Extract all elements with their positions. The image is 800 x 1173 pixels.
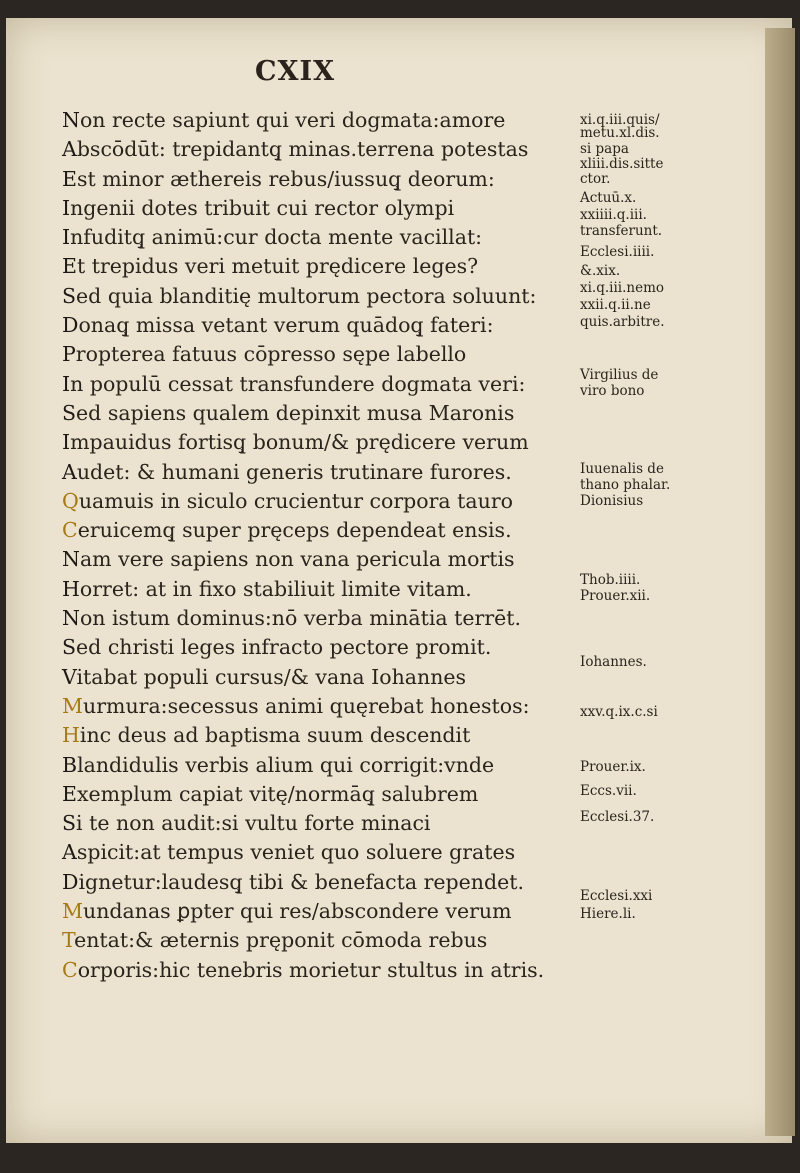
verse-initial: S [62, 400, 77, 425]
verse-text: eruicemq̧ super pręceps dependeat ensis. [77, 518, 512, 543]
verse-line [62, 370, 582, 399]
verse-line [62, 399, 582, 428]
marginal-note: Thob.iiii. [580, 571, 641, 588]
marginal-note: Iuuenalis de [580, 460, 664, 477]
verse-text: spicit:at tempus veniet quo soluere grates [76, 840, 516, 865]
verse-line [62, 428, 582, 457]
folio-number: CXIX [255, 56, 336, 87]
verse-line [62, 692, 582, 721]
verse-initial: I [62, 195, 71, 220]
verse-initial: H [62, 723, 80, 748]
verse-initial: A [62, 840, 77, 865]
verse-initial: E [62, 254, 77, 279]
verse-line [62, 809, 582, 838]
verse-text: undanas ꝑpter qui res/abscondere verum [83, 899, 512, 924]
verse-line [62, 252, 582, 281]
verse-initial: C [62, 518, 78, 543]
marginal-note: Prouer.xii. [580, 588, 651, 605]
verse-initial: I [62, 371, 71, 396]
verse-text: nfuditq̧ animū:cur docta mente vacillat: [70, 225, 483, 250]
marginal-note: viro bono [580, 382, 645, 399]
verse-text: am vere sapiens non vana pericula mortis [79, 547, 515, 572]
marginal-note: xliii.dis.sitte [580, 155, 664, 172]
verse-text: udet: & humani generis trutinare furores. [76, 459, 512, 484]
verse-line [62, 926, 582, 955]
verse-initial: V [62, 664, 77, 689]
verse-initial: A [62, 459, 77, 484]
marginal-note: ctor. [580, 170, 611, 187]
verse-text: itabat populi cursus/& vana Iohannes [76, 664, 467, 689]
verse-line [62, 135, 582, 164]
verse-line [62, 956, 582, 985]
marginal-note: Actuū.x. [580, 189, 637, 206]
verse-initial: Q [62, 488, 79, 513]
verse-text: ignetur:laudesq̧ tibi & benefacta rependet. [78, 869, 525, 894]
verse-text: onaq̧ missa vetant verum quādoq̧ fateri: [78, 313, 494, 338]
verse-text: i te non audit:si vultu forte minaci [76, 811, 431, 836]
verse-initial: I [62, 430, 71, 455]
verse-initial: S [62, 635, 77, 660]
verse-text: mpauidus fortisq̧ bonum/& prędicere verum [70, 430, 529, 455]
verse-block [62, 106, 582, 985]
verse-initial: D [62, 313, 79, 338]
verse-text: landidulis verbis alium qui corrigit:vnde [77, 752, 495, 777]
marginal-note: quis.arbitre. [580, 314, 665, 331]
marginal-note: xi.q.iii.quis/ [580, 111, 660, 128]
verse-text: entat:& æternis pręponit cōmoda rebus [74, 928, 488, 953]
verse-text: t trepidus veri metuit prędicere leges? [76, 254, 479, 279]
verse-initial: M [62, 693, 83, 718]
marginal-note: xxii.q.ii.ne [580, 296, 651, 313]
marginal-note: transferunt. [580, 223, 663, 240]
verse-text: orret: at in fixo stabiliuit limite vitam. [79, 576, 472, 601]
verse-initial: M [62, 899, 83, 924]
verse-line [62, 751, 582, 780]
verse-initial: P [62, 342, 76, 367]
verse-initial: C [62, 957, 78, 982]
verse-initial: D [62, 869, 79, 894]
verse-initial: H [62, 576, 80, 601]
verse-text: on recte sapiunt qui veri dogmata:amore [79, 108, 506, 132]
verse-line [62, 868, 582, 897]
marginal-note: &.xix. [580, 262, 621, 279]
verse-text: ropterea fatuus cōpresso sępe labello [75, 342, 467, 367]
verse-initial: A [62, 137, 77, 162]
verse-line [62, 575, 582, 604]
verse-line [62, 604, 582, 633]
verse-line [62, 340, 582, 369]
verse-text: xemplum capiat vitę/normāq̧ salubrem [76, 781, 479, 806]
marginal-note: xxv.q.ix.c.si [580, 703, 658, 720]
verse-text: ngenii dotes tribuit cui rector olympi [70, 195, 455, 220]
verse-line [62, 838, 582, 867]
verse-text: orporis:hic tenebris morietur stultus in atris. [77, 957, 545, 982]
verse-line [62, 165, 582, 194]
page-edge [765, 28, 795, 1136]
verse-initial: N [62, 108, 80, 132]
verse-initial: N [62, 547, 80, 572]
marginal-note: xxiiii.q.iii. [580, 207, 647, 224]
verse-initial: S [62, 811, 77, 836]
verse-line [62, 194, 582, 223]
marginal-note: Hiere.li. [580, 905, 636, 922]
verse-text: ed sapiens qualem depinxit musa Maronis [76, 400, 515, 425]
verse-line [62, 663, 582, 692]
marginal-note: Dionisius [580, 492, 644, 509]
verse-text: st minor ætherei​s rebus/iussuq̧ deorum: [76, 166, 495, 191]
verse-initial: E [62, 166, 77, 191]
verse-line [62, 487, 582, 516]
verse-text: ed christi leges infracto pectore promit. [76, 635, 492, 660]
verse-text: inc deus ad baptisma suum descendit [79, 723, 471, 748]
verse-line [62, 223, 582, 252]
verse-line [62, 458, 582, 487]
marginal-note: Eccs.vii. [580, 782, 637, 799]
marginal-note: Prouer.ix. [580, 759, 646, 776]
verse-initial: T [62, 928, 75, 953]
verse-initial: S [62, 283, 77, 308]
verse-text: on istum dominus:nō verba minātia terrēt. [79, 606, 522, 631]
verse-line [62, 545, 582, 574]
marginal-note: thano phalar. [580, 476, 671, 493]
verse-line [62, 311, 582, 340]
marginal-note: Ecclesi.37. [580, 809, 655, 826]
verse-line [62, 106, 582, 135]
verse-initial: I [62, 225, 71, 250]
verse-line [62, 516, 582, 545]
verse-text: n populū cessat transfundere dogmata veri: [70, 371, 526, 396]
verse-text: ed quia blanditię multorum pectora soluunt: [76, 283, 537, 308]
marginal-note: Iohannes. [580, 653, 647, 670]
verse-text: bscōdūt: trepidantq̧ minas.terrena potestas [76, 137, 529, 162]
verse-initial: B [62, 752, 78, 777]
marginal-note: xi.q.iii.nemo [580, 280, 665, 297]
marginal-note: Virgilius de [580, 366, 659, 383]
marginal-note: metu.xl.dis. [580, 125, 660, 142]
marginal-note: Ecclesi.xxi [580, 888, 653, 905]
marginal-note: si papa [580, 141, 629, 158]
verse-line [62, 282, 582, 311]
verse-text: uamuis in siculo crucientur corpora tauro [78, 488, 513, 513]
verse-initial: N [62, 606, 80, 631]
marginal-note: Ecclesi.iiii. [580, 243, 655, 260]
verse-line [62, 721, 582, 750]
verse-text: urmura:secessus animi quęrebat honestos: [83, 693, 530, 718]
verse-line [62, 633, 582, 662]
verse-initial: E [62, 781, 77, 806]
verse-line [62, 897, 582, 926]
verse-line [62, 780, 582, 809]
